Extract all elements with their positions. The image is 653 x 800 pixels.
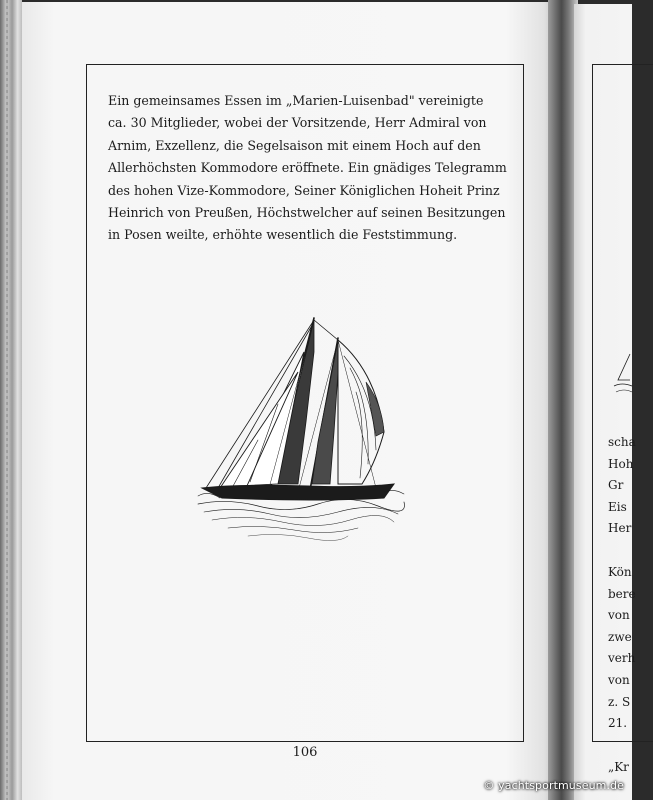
text-line: Hoh [608, 456, 634, 471]
text-line: Eis [608, 499, 627, 514]
text-line: Allerhöchsten Kommodore eröffnete. Ein gnädiges Telegramm [108, 160, 507, 176]
text-line: 21. [608, 716, 628, 731]
page-number: 106 [292, 745, 318, 760]
text-line: bere [608, 586, 636, 601]
text-line: Arnim, Exzellenz, die Segelsaison mit einem Hoch auf den [108, 137, 481, 153]
text-line: verh [608, 651, 636, 666]
text-line: von [608, 608, 630, 623]
text-line: Her [608, 521, 632, 536]
text-line: Gr [608, 478, 624, 493]
facing-page-figure-fragment [612, 352, 632, 398]
text-line: Kön [608, 564, 632, 579]
body-paragraph [108, 90, 507, 247]
text-line: Heinrich von Preußen, Höchstwelcher auf seinen Besitzungen [108, 205, 506, 221]
text-line: ca. 30 Mitglieder, wobei der Vorsitzende, Herr Admiral von [108, 115, 487, 131]
text-line: zwe [608, 629, 632, 644]
facing-page-text-fragment [608, 432, 648, 778]
text-line: z. S [608, 694, 631, 709]
text-line: scha [608, 435, 636, 449]
text-line: von [608, 672, 630, 687]
text-line: Ein gemeinsames Essen im „Marien-Luisenbad" vereinigte [108, 93, 484, 108]
text-line: „Kr [608, 759, 629, 774]
text-line: in Posen weilte, erhöhte wesentlich die Feststimmung. [108, 227, 458, 243]
text-line: des hohen Vize-Kommodore, Seiner Königlichen Hoheit Prinz [108, 182, 500, 198]
left-page-stack-edge [0, 0, 22, 800]
copyright-watermark: © yachtsportmuseum.de [483, 779, 624, 792]
schooner-yacht-engraving-icon [198, 312, 404, 542]
